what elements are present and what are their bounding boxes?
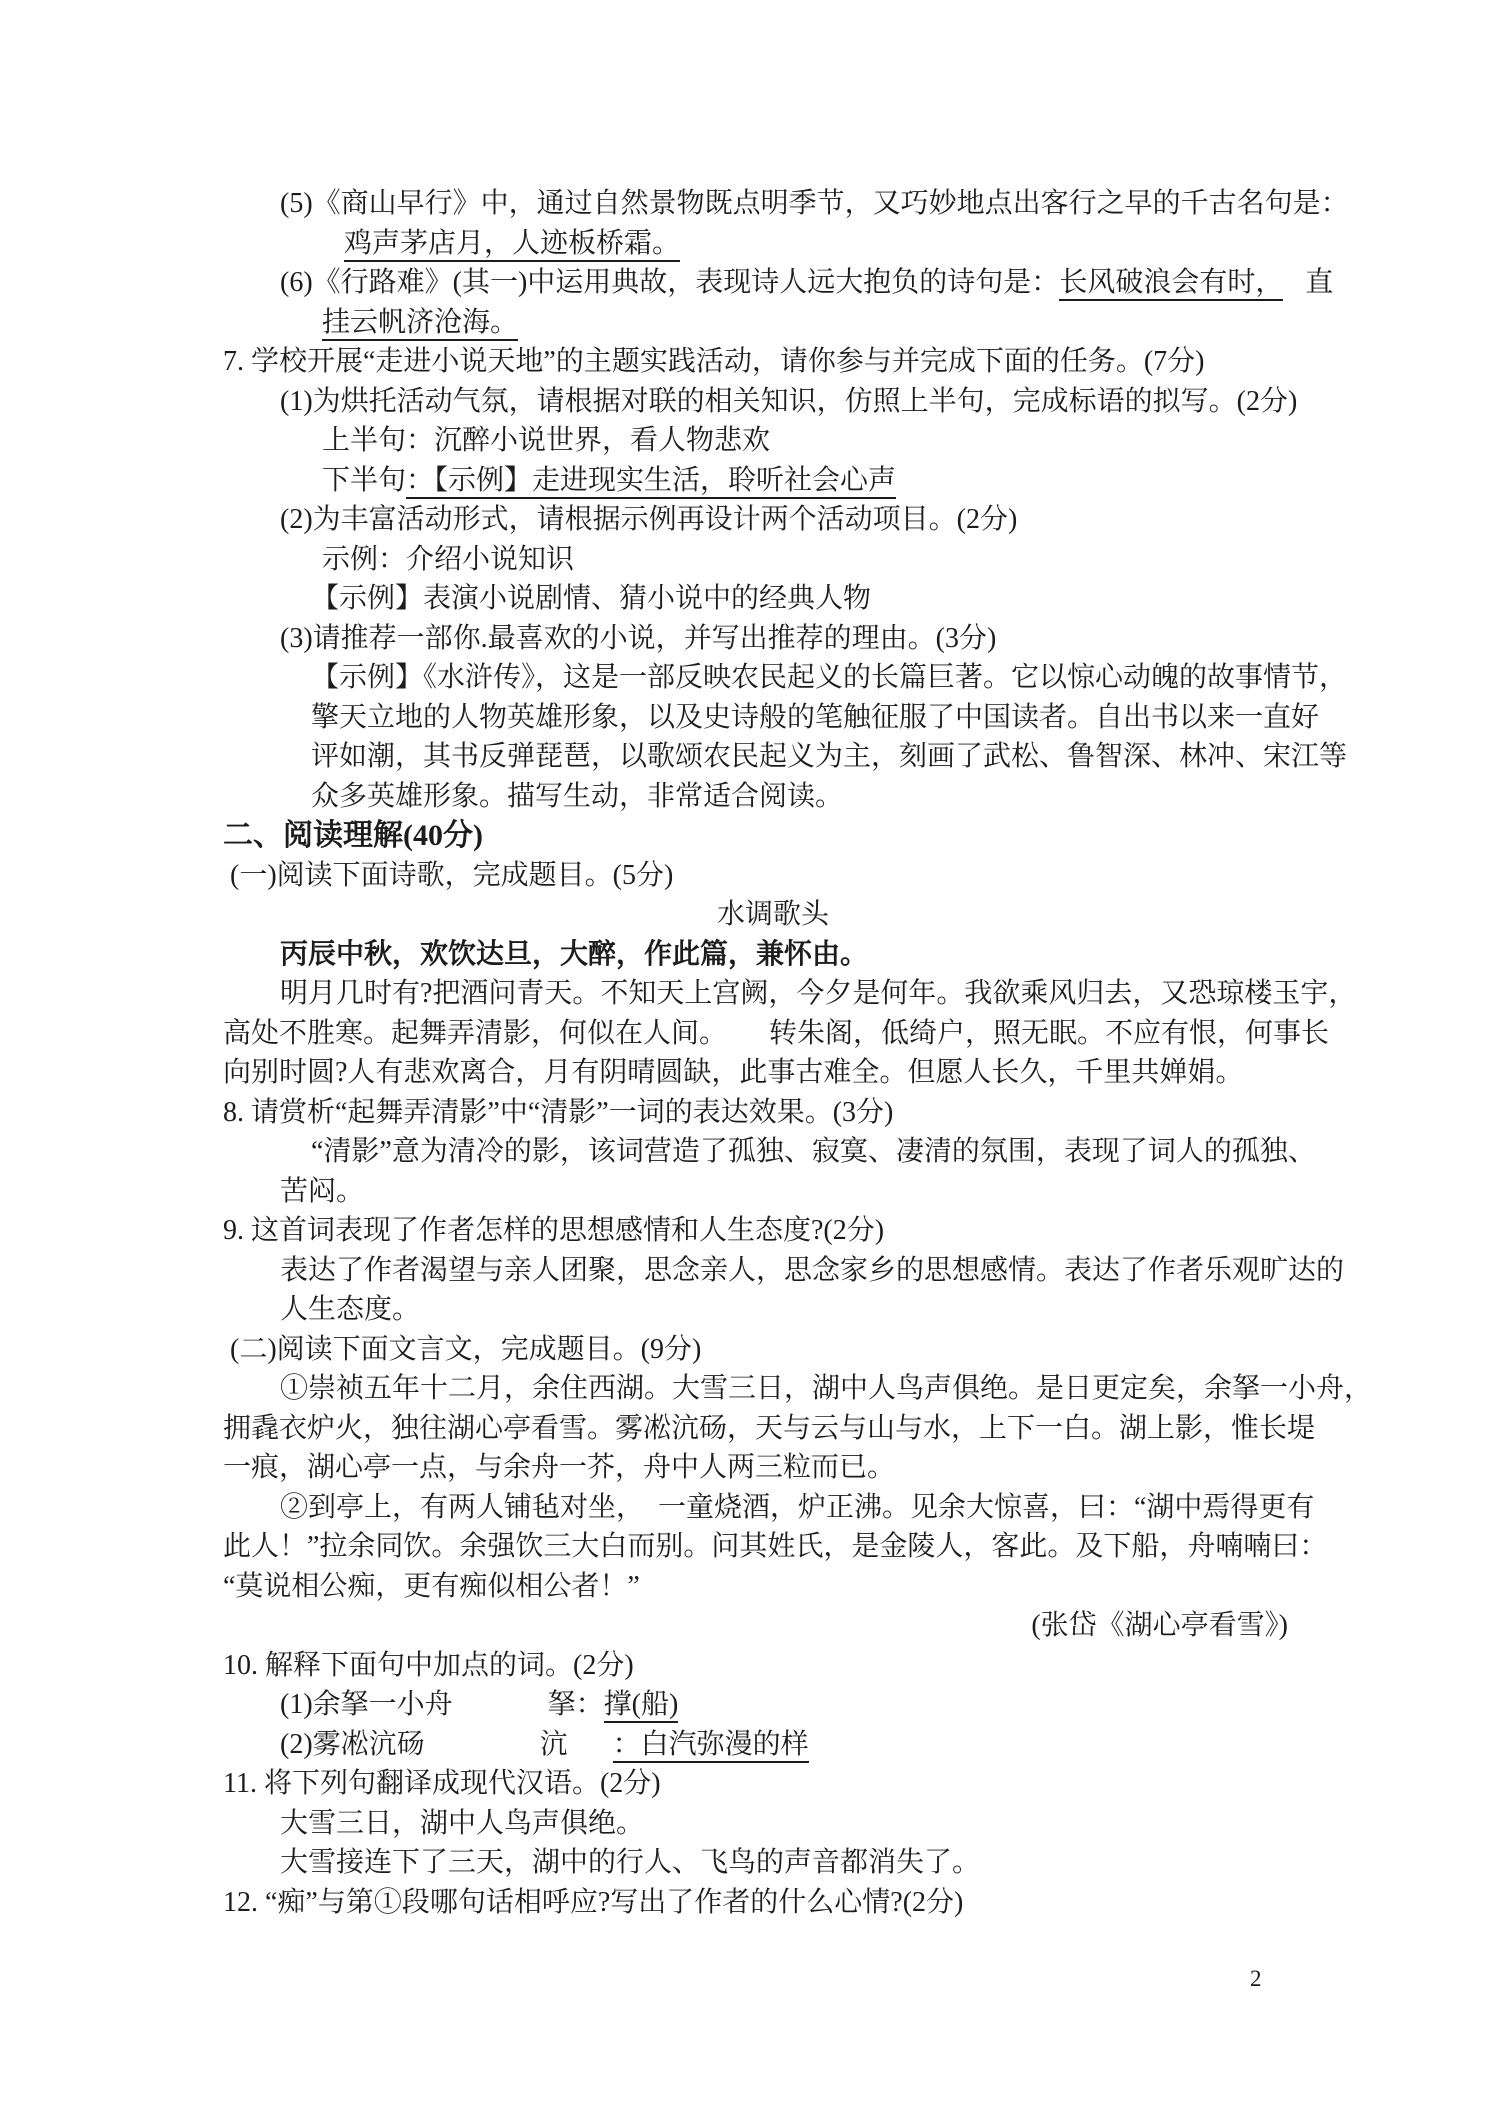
section2-part1-intro: (一)阅读下面诗歌，完成题目。(5分) — [230, 859, 674, 891]
question10-item2-term: 沆 — [539, 1728, 568, 1760]
question9-answer-line2: 人生态度。 — [280, 1294, 421, 1325]
page-number: 2 — [1250, 1966, 1262, 1991]
section2-heading: 二、阅读理解(40分) — [223, 819, 483, 852]
dictation-item6-answer-part1: 长风破浪会有时， — [1059, 267, 1283, 301]
question7-stem: 7. 学校开展“走进小说天地”的主题实践活动，请你参与并完成下面的任务。(7分) — [223, 346, 1205, 377]
exam-page-content — [223, 184, 1373, 1922]
question7-sub2-answer: 【示例】表演小说剧情、猜小说中的经典人物 — [311, 583, 872, 614]
question8-answer-line2: 苦闷。 — [280, 1175, 365, 1207]
question7-sub1-lower-label: 下半句 — [322, 464, 407, 496]
question7-sub1: (1)为烘托活动气氛，请根据对联的相关知识，仿照上半句，完成标语的拟写。(2分) — [280, 385, 1298, 417]
question7-sub3-answer-line2: 擎天立地的人物英雄形象，以及史诗般的笔触征服了中国读者。自出书以来一直好 — [311, 701, 1320, 733]
question11-answer: 大雪接连下了三天，湖中的行人、飞鸟的声音都消失了。 — [280, 1847, 981, 1878]
question7-sub3-answer-line3: 评如潮，其书反弹琵琶，以歌颂农民起义为主，刻画了武松、鲁智深、林冲、宋江等 — [311, 741, 1348, 772]
passage-para1-line3: 一痕，湖心亭一点，与余舟一芥，舟中人两三粒而已。 — [223, 1452, 896, 1483]
question8-answer-line1: “清影”意为清冷的影，该词营造了孤独、寂寞、凄清的氛围，表现了词人的孤独、 — [311, 1136, 1316, 1167]
question7-sub3-answer-line4: 众多英雄形象。描写生动，非常适合阅读。 — [311, 780, 844, 812]
question7-sub3: (3)请推荐一部你.最喜欢的小说，并写出推荐的理由。(3分) — [280, 622, 997, 654]
passage-para2-line1: ②到亭上，有两人铺毡对坐， 一童烧酒，炉正沸。见余大惊喜，曰：“湖中焉得更有 — [280, 1491, 1315, 1523]
question7-sub1-upper-line: 上半句：沉醉小说世界，看人物悲欢 — [322, 425, 771, 456]
dictation-item6-answer-part2-text: 挂云帆济沧海。 — [322, 307, 518, 341]
question7-sub2-example: 示例：介绍小说知识 — [322, 543, 575, 575]
question7-sub2: (2)为丰富活动形式，请根据示例再设计两个活动项目。(2分) — [280, 504, 1018, 535]
poem-line1: 明月几时有?把酒问青天。不知天上宫阙，今夕是何年。我欲乘风归去，又恐琼楼玉宇， — [280, 978, 1357, 1009]
question7-sub1-lower-line — [322, 461, 1323, 501]
question10-item2-phrase: (2)雾凇沆砀 — [280, 1728, 425, 1760]
question10-item1-answer: 撑(船) — [604, 1689, 679, 1723]
dictation-item6-tail: 直 — [1305, 267, 1334, 298]
passage-source-attribution: (张岱《湖心亭看雪》) — [1031, 1610, 1288, 1641]
spacer — [568, 1752, 613, 1753]
dictation-item6-prompt-text: (6)《行路难》(其一)中运用典故，表现诗人远大抱负的诗句是： — [280, 267, 1060, 298]
dictation-item6-answer-part2 — [322, 303, 1323, 343]
question10-item2-answer: ：白汽弥漫的样 — [613, 1729, 809, 1763]
passage-para1-line2: 拥毳衣炉火，独往湖心亭看雪。雾凇沆砀，天与云与山与水，上下一白。湖上影，惟长堤 — [223, 1412, 1316, 1444]
question7-sub3-answer-line1: 【示例】《水浒传》，这是一部反映农民起义的长篇巨著。它以惊心动魄的故事情节， — [311, 662, 1348, 693]
question7-sub1-lower-answer: ：【示例】走进现实生活，聆听社会心声 — [406, 465, 896, 499]
question9-stem: 9. 这首词表现了作者怎样的思想感情和人生态度?(2分) — [223, 1215, 885, 1246]
question8-stem: 8. 请赏析“起舞弄清影”中“清影”一词的表达效果。(3分) — [223, 1096, 894, 1128]
question11-sentence: 大雪三日，湖中人鸟声俱绝。 — [280, 1807, 645, 1839]
poem-preface: 丙辰中秋，欢饮达旦，大醉，作此篇，兼怀由。 — [280, 938, 869, 970]
question10-item2-line — [280, 1725, 1323, 1765]
dictation-item5-prompt: (5)《商山早行》中，通过自然景物既点明季节，又巧妙地点出客行之早的千古名句是： — [280, 188, 1349, 219]
question10-stem: 10. 解释下面句中加点的词。(2分) — [223, 1649, 634, 1681]
question10-item1-phrase: (1)余拏一小舟 — [280, 1689, 453, 1720]
passage-para2-line2: 此人！”拉余同饮。余强饮三大白而别。问其姓氏，是金陵人，客此。及下船，舟喃喃曰： — [223, 1531, 1328, 1562]
spacer — [425, 1752, 540, 1753]
dictation-item5-answer-text: 鸡声茅店月，人迹板桥霜。 — [344, 228, 680, 262]
section2-part2-intro: (二)阅读下面文言文，完成题目。(9分) — [230, 1333, 702, 1365]
question10-item1-term: 拏： — [547, 1689, 604, 1720]
question11-stem: 11. 将下列句翻译成现代汉语。(2分) — [223, 1768, 661, 1799]
poem-line2: 高处不胜寒。起舞弄清影，何似在人间。 转朱阁，低绮户，照无眠。不应有恨，何事长 — [223, 1017, 1330, 1049]
poem-title: 水调歌头 — [716, 899, 829, 930]
dictation-item5-answer — [344, 224, 1323, 264]
passage-para1-line1: ①崇祯五年十二月，余住西湖。大雪三日，湖中人鸟声俱绝。是日更定矣，余拏一小舟， — [280, 1373, 1373, 1404]
question12-stem: 12. “痴”与第①段哪句话相呼应?写出了作者的什么心情?(2分) — [223, 1886, 964, 1918]
question9-answer-line1: 表达了作者渴望与亲人团聚，思念亲人，思念家乡的思想感情。表达了作者乐观旷达的 — [280, 1254, 1345, 1286]
passage-para2-line3: “莫说相公痴，更有痴似相公者！” — [223, 1570, 640, 1602]
poem-line3: 向别时圆?人有悲欢离合，月有阴晴圆缺，此事古难全。但愿人长久，千里共婵娟。 — [223, 1057, 1244, 1088]
dictation-item6-prompt — [280, 263, 1334, 303]
spacer — [453, 1712, 548, 1713]
question10-item1-line — [280, 1685, 1323, 1725]
